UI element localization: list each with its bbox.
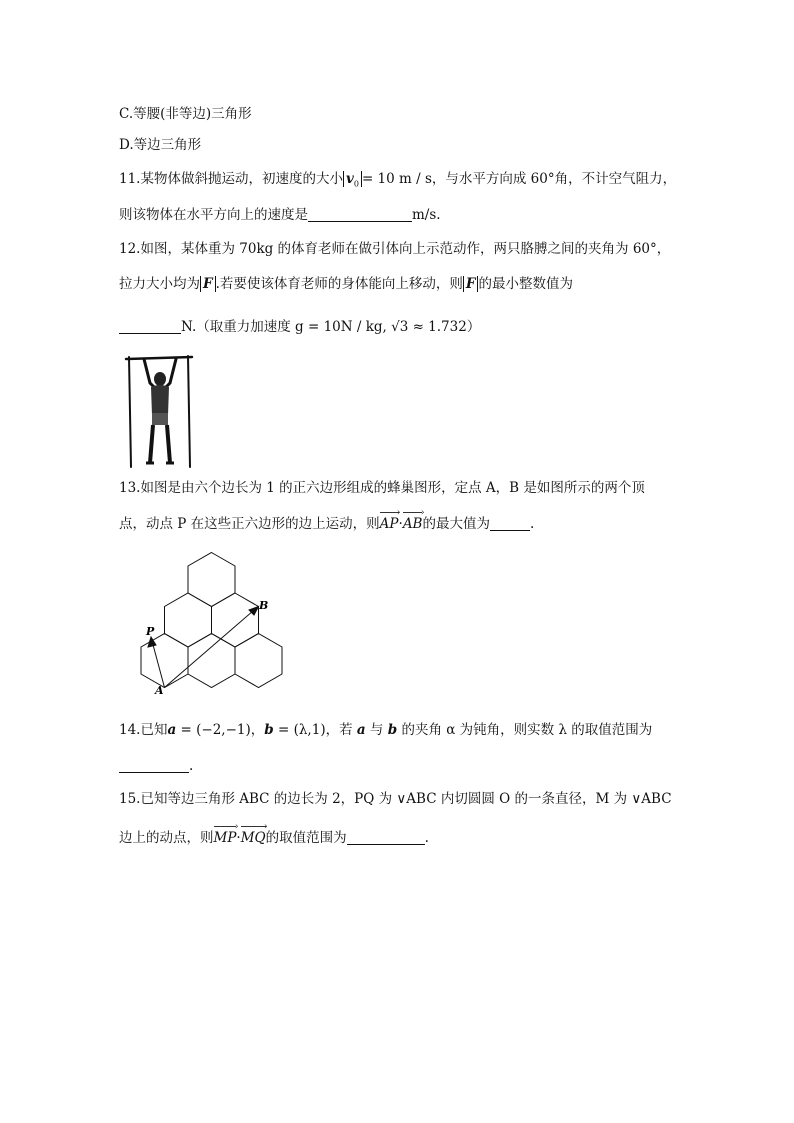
q12-answer-blank[interactable]	[119, 319, 181, 334]
option-d: D.等边三角形	[119, 137, 202, 153]
label-b: B	[259, 599, 269, 612]
vector-ap: AP ›	[380, 515, 399, 533]
q11-answer-blank[interactable]	[308, 207, 412, 222]
q12-line3: N.（取重力加速度 g = 10N / kg, √3 ≈ 1.732）	[119, 318, 480, 336]
v0-magnitude: $v_0$	[343, 171, 362, 187]
q14-line1: 14.已知a = (−2,−1)，b = (λ,1)，若 a 与 b 的夹角 α 为钝角，则实数 λ 的取值范围为	[119, 722, 653, 738]
honeycomb-figure	[130, 548, 290, 696]
q13-answer-blank[interactable]	[490, 516, 530, 531]
label-p: P	[146, 625, 155, 638]
q11-line1: 11.某物体做斜抛运动，初速度的大小 $v_0 = 10$ m / s，与水平方向成 60°角，不计空气阻力，	[119, 171, 677, 189]
q14-answer-blank[interactable]	[119, 758, 189, 773]
vector-ap-arrow	[152, 641, 165, 688]
vector-ab-arrow	[165, 608, 258, 688]
hexagon-mid-left	[165, 593, 212, 647]
force-magnitude: F	[200, 276, 216, 292]
q12-line2: 拉力大小均为 F .若要使该体育老师的身体能向上移动，则 F 的最小整数值为	[119, 276, 573, 292]
hexagon-bottom-left	[141, 634, 188, 688]
pullup-figure	[124, 353, 196, 469]
q12-line1: 12.如图，某体重为 70kg 的体育老师在做引体向上示范动作，两只胳膊之间的夹角为 60°，	[119, 241, 671, 257]
hexagon-top	[188, 553, 235, 607]
label-a: A	[155, 684, 164, 696]
q15-line2: 边上的动点，则MP ›·MQ ›的取值范围为 .	[119, 829, 429, 847]
q11-line2: 则该物体在水平方向上的速度是 m/s.	[119, 207, 441, 223]
hexagon-mid-right	[212, 593, 259, 647]
vector-ab: AB ›	[403, 515, 423, 533]
q15-line1: 15.已知等边三角形 ABC 的边长为 2，PQ 为 ∨ABC 内切圆圆 O 的一条直径，M 为 ∨ABC	[119, 791, 672, 807]
q15-answer-blank[interactable]	[347, 830, 425, 845]
vector-mp: MP ›	[214, 829, 237, 847]
q13-line1: 13.如图是由六个边长为 1 的正六边形组成的蜂巢图形，定点 A，B 是如图所示的两个顶	[119, 480, 645, 496]
q13-line2: 点，动点 P 在这些正六边形的边上运动，则AP ›·AB ›的最大值为 .	[119, 515, 534, 533]
force-magnitude-2: F	[463, 276, 479, 292]
option-c: C.等腰(非等边)三角形	[119, 106, 252, 122]
vector-mq: MQ ›	[241, 829, 266, 847]
hexagon-bottom-right	[235, 634, 282, 688]
q14-line2: .	[119, 757, 193, 775]
